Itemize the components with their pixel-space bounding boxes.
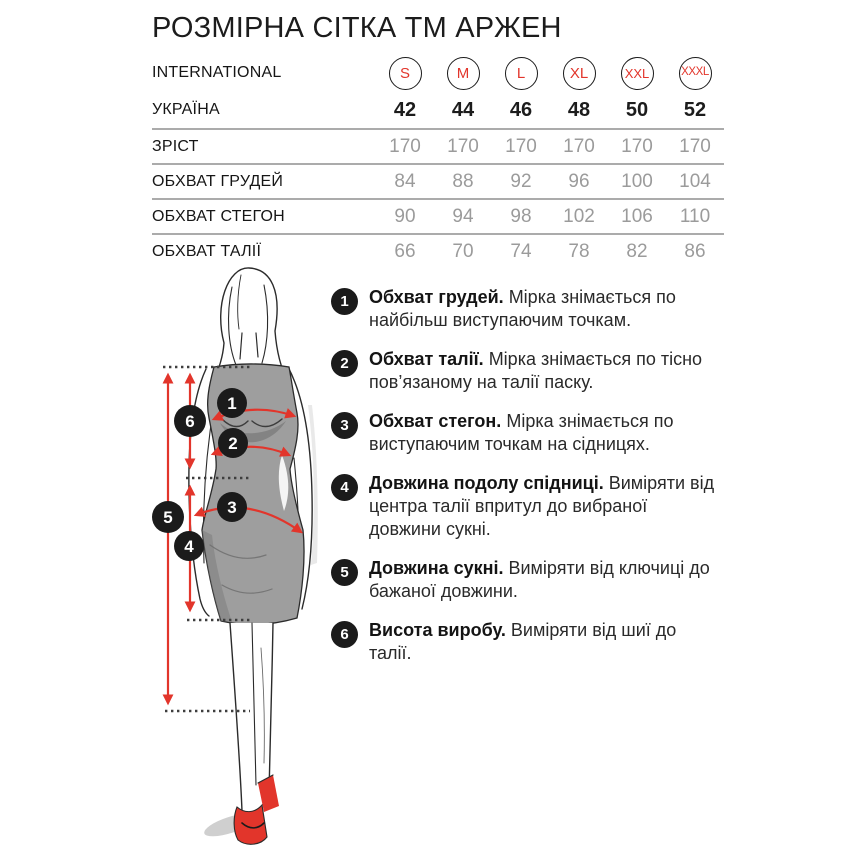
row-label-height: ЗРІСТ <box>152 137 199 155</box>
figure-marker-3 <box>217 492 247 522</box>
size-cell <box>434 57 492 90</box>
value-cell: 96 <box>568 170 590 192</box>
figure-marker-2 <box>218 428 248 458</box>
guide-text <box>369 619 723 665</box>
woman-sketch <box>189 268 318 844</box>
svg-text:2: 2 <box>228 434 238 453</box>
guide-term: Обхват грудей. <box>369 287 504 307</box>
value-cell: 170 <box>447 135 479 157</box>
svg-text:4: 4 <box>184 537 194 556</box>
guide-text <box>369 557 723 603</box>
size-cell: 44 <box>451 98 475 121</box>
table-row-international <box>152 54 724 92</box>
guide-desc: Мірка знімається по найбільш виступаючим точкам. <box>369 287 676 330</box>
value-cell: 66 <box>394 240 416 262</box>
value-cell: 170 <box>679 135 711 157</box>
guide-text <box>369 472 723 541</box>
row-label-bust: ОБХВАТ ГРУДЕЙ <box>152 172 284 190</box>
value-cell: 170 <box>621 135 653 157</box>
size-badge-xxl: XXL <box>621 57 654 90</box>
guide-item-skirt-length <box>331 472 723 541</box>
row-label-ukraine: УКРАЇНА <box>152 101 220 118</box>
guide-term: Обхват талії. <box>369 349 484 369</box>
guide-term: Обхват стегон. <box>369 411 502 431</box>
svg-text:1: 1 <box>227 394 237 413</box>
value-cell: 98 <box>510 205 532 227</box>
svg-text:3: 3 <box>227 498 237 517</box>
guide-desc: Мірка знімається по виступаючим точкам на сідницях. <box>369 411 674 454</box>
size-cell: 50 <box>625 98 649 121</box>
size-cell: 52 <box>683 98 707 121</box>
size-cell <box>550 57 608 90</box>
value-cell: 100 <box>621 170 653 192</box>
guide-number-badge: 6 <box>331 621 358 648</box>
guide-term: Довжина подолу спідниці. <box>369 473 604 493</box>
value-cell: 170 <box>563 135 595 157</box>
value-cell: 94 <box>452 205 474 227</box>
value-cell: 82 <box>626 240 648 262</box>
value-cell: 78 <box>568 240 590 262</box>
size-cell <box>666 57 724 90</box>
figure-marker-1 <box>217 388 247 418</box>
value-cell: 110 <box>679 205 711 227</box>
size-badge-l: L <box>505 57 538 90</box>
guide-term: Висота виробу. <box>369 620 506 640</box>
row-label-international: INTERNATIONAL <box>152 64 282 81</box>
guide-number-badge: 3 <box>331 412 358 439</box>
table-row-height <box>152 130 724 163</box>
svg-text:5: 5 <box>163 508 173 527</box>
value-cell: 102 <box>563 205 595 227</box>
figure-illustration <box>140 263 340 850</box>
guide-item-hips <box>331 410 723 456</box>
size-badge-m: M <box>447 57 480 90</box>
value-cell: 92 <box>510 170 532 192</box>
row-label-waist: ОБХВАТ ТАЛІЇ <box>152 242 262 260</box>
guide-item-bust <box>331 286 723 332</box>
size-cell <box>608 57 666 90</box>
guide-number-badge: 4 <box>331 474 358 501</box>
size-table <box>152 54 724 268</box>
size-cell: 42 <box>393 98 417 121</box>
figure-marker-5 <box>152 501 184 533</box>
guide-text <box>369 410 723 456</box>
guide-number-badge: 1 <box>331 288 358 315</box>
guide-text <box>369 286 723 332</box>
guide-desc: Виміряти від центра талії впритул до вибраної довжини сукні. <box>369 473 715 539</box>
guide-term: Довжина сукні. <box>369 558 504 578</box>
value-cell: 104 <box>679 170 711 192</box>
row-label-hips: ОБХВАТ СТЕГОН <box>152 207 285 225</box>
value-cell: 86 <box>684 240 706 262</box>
value-cell: 170 <box>389 135 421 157</box>
value-cell: 90 <box>394 205 416 227</box>
svg-text:6: 6 <box>185 412 195 431</box>
size-badge-xl: XL <box>563 57 596 90</box>
value-cell: 74 <box>510 240 532 262</box>
size-cell <box>492 57 550 90</box>
guide-number-badge: 2 <box>331 350 358 377</box>
size-badge-xxxl: XXXL <box>679 57 712 90</box>
guide-desc: Виміряти від ключиці до бажаної довжини. <box>369 558 710 601</box>
value-cell: 84 <box>394 170 416 192</box>
guide-item-dress-length <box>331 557 723 603</box>
table-row-ukraine <box>152 92 724 128</box>
size-cell: 46 <box>509 98 533 121</box>
figure-marker-4 <box>174 531 204 561</box>
figure-marker-6 <box>174 405 206 437</box>
guide-item-bodice-height <box>331 619 723 665</box>
guide-item-waist <box>331 348 723 394</box>
guide-number-badge: 5 <box>331 559 358 586</box>
size-badge-s: S <box>389 57 422 90</box>
value-cell: 170 <box>505 135 537 157</box>
value-cell: 88 <box>452 170 474 192</box>
value-cell: 70 <box>452 240 474 262</box>
value-cell: 106 <box>621 205 653 227</box>
table-row-hips <box>152 200 724 233</box>
guide-desc: Мірка знімається по тісно пов’язаному на талії паску. <box>369 349 703 392</box>
size-cell <box>376 57 434 90</box>
size-cell: 48 <box>567 98 591 121</box>
guide-desc: Виміряти від шиї до талії. <box>369 620 677 663</box>
measurement-guide <box>331 286 723 681</box>
page-title: РОЗМІРНА СІТКА ТМ АРЖЕН <box>152 12 562 44</box>
table-row-bust <box>152 165 724 198</box>
guide-text <box>369 348 723 394</box>
